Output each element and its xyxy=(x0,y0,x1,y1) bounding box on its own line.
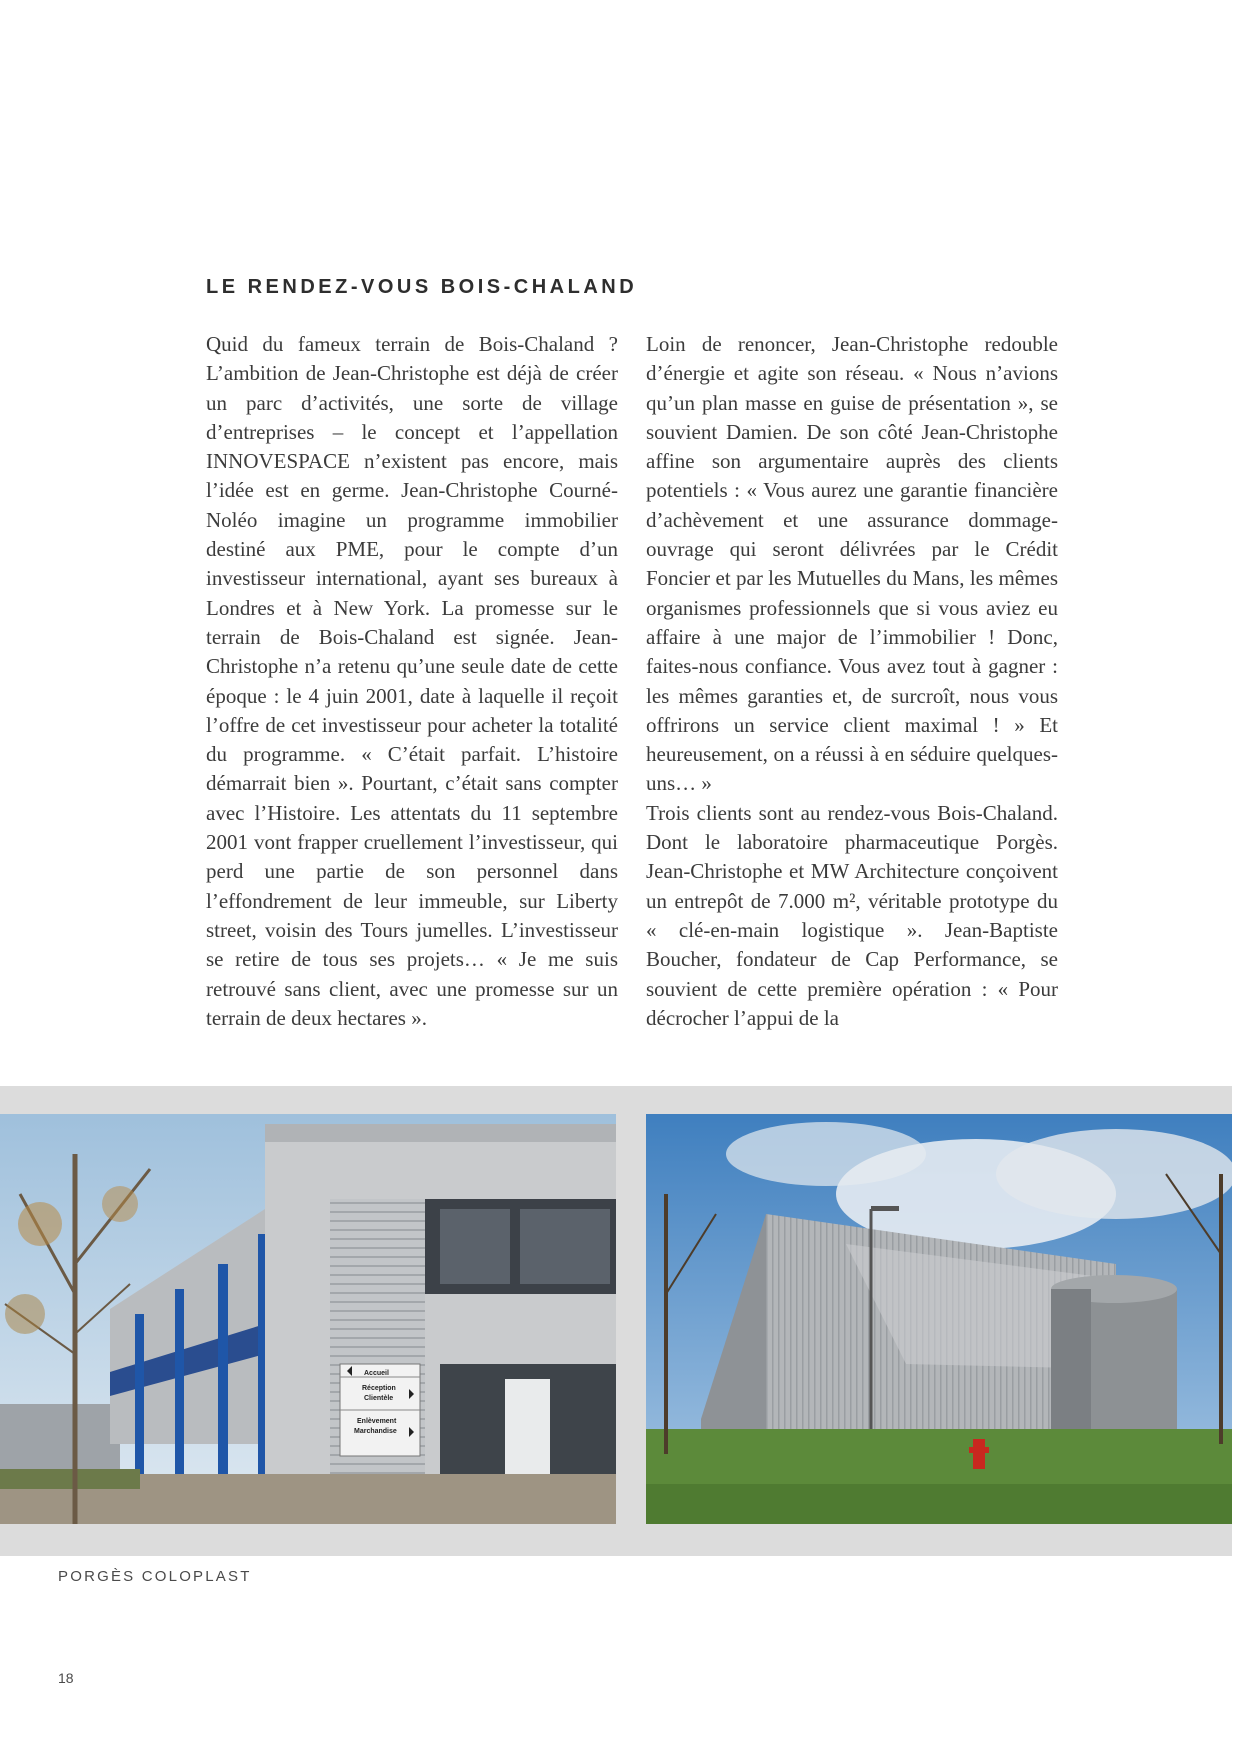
text-column-right xyxy=(646,330,1058,1033)
sign-text: Réception xyxy=(362,1385,396,1392)
paragraph: Loin de renoncer, Jean-Christophe redouble d’énergie et agite son réseau. « Nous n’avions qu’un plan masse en guise de présentation », se souvient Damien. De son côté Jean-Christophe affine son argumentaire auprès des clients potentiels : « Vous aurez une garantie financière d’achèvement et une assurance dommage-ouvrage qui seront délivrées par le Crédit Foncier et par les Mutuelles du Mans, les mêmes organismes professionnels que si vous aviez eu affaire à une major de l’immobilier ! Donc, faites-nous confiance. Vous avez tout à gagner : les mêmes garanties et, de surcroît, nous vous offrirons un service client maximal ! » Et heureusement, on a réussi à en séduire quelques-uns… » xyxy=(646,332,1058,796)
text-column-left xyxy=(206,330,618,1033)
sign-text: Clientèle xyxy=(364,1395,394,1402)
page-number: 18 xyxy=(58,1670,74,1686)
sign-text: Accueil xyxy=(364,1370,389,1377)
sign-text: Enlèvement xyxy=(357,1418,397,1425)
photo-caption: PORGÈS COLOPLAST xyxy=(58,1568,252,1585)
paragraph: Quid du fameux terrain de Bois-Chaland ? L’ambition de Jean-Christophe est déjà de créer un parc d’activités, une sorte de village d’entreprises – le concept et l’appellation INNOVESPACE n’existent pas encore, mais l’idée est en germe. Jean-Christophe Courné-Noléo imagine un programme immobilier destiné aux PME, pour le compte d’un investisseur international, ayant ses bureaux à Londres et à New York. La promesse sur le terrain de Bois-Chaland est signée. Jean-Christophe n’a retenu qu’une seule date de cette époque : le 4 juin 2001, date à laquelle il reçoit l’offre de cet investisseur pour acheter la totalité du programme. « C’était parfait. L’histoire démarrait bien ». Pourtant, c’était sans compter avec l’Histoire. Les attentats du 11 septembre 2001 vont frapper cruellement l’investisseur, qui perd une partie de son personnel dans l’effondrement de leur immeuble, sur Liberty street, voisin des Tours jumelles. L’investisseur se retire de tous ses projets… « Je me suis retrouvé sans client, avec une promesse sur un terrain de deux hectares ». xyxy=(206,332,618,1030)
section-title: LE RENDEZ-VOUS BOIS-CHALAND xyxy=(206,276,638,298)
building-entrance-photo xyxy=(0,1114,616,1524)
paragraph: Trois clients sont au rendez-vous Bois-Chaland. Dont le laboratoire pharmaceutique Porgès. Jean-Christophe et MW Architecture conçoivent un entrepôt de 7.000 m², véritable prototype du « clé-en-main logistique ». Jean-Baptiste Boucher, fondateur de Cap Performance, se souvient de cette première opération : « Pour décrocher l’appui de la xyxy=(646,800,1058,1030)
sign-text: Marchandise xyxy=(354,1428,397,1435)
warehouse-photo xyxy=(646,1114,1232,1524)
